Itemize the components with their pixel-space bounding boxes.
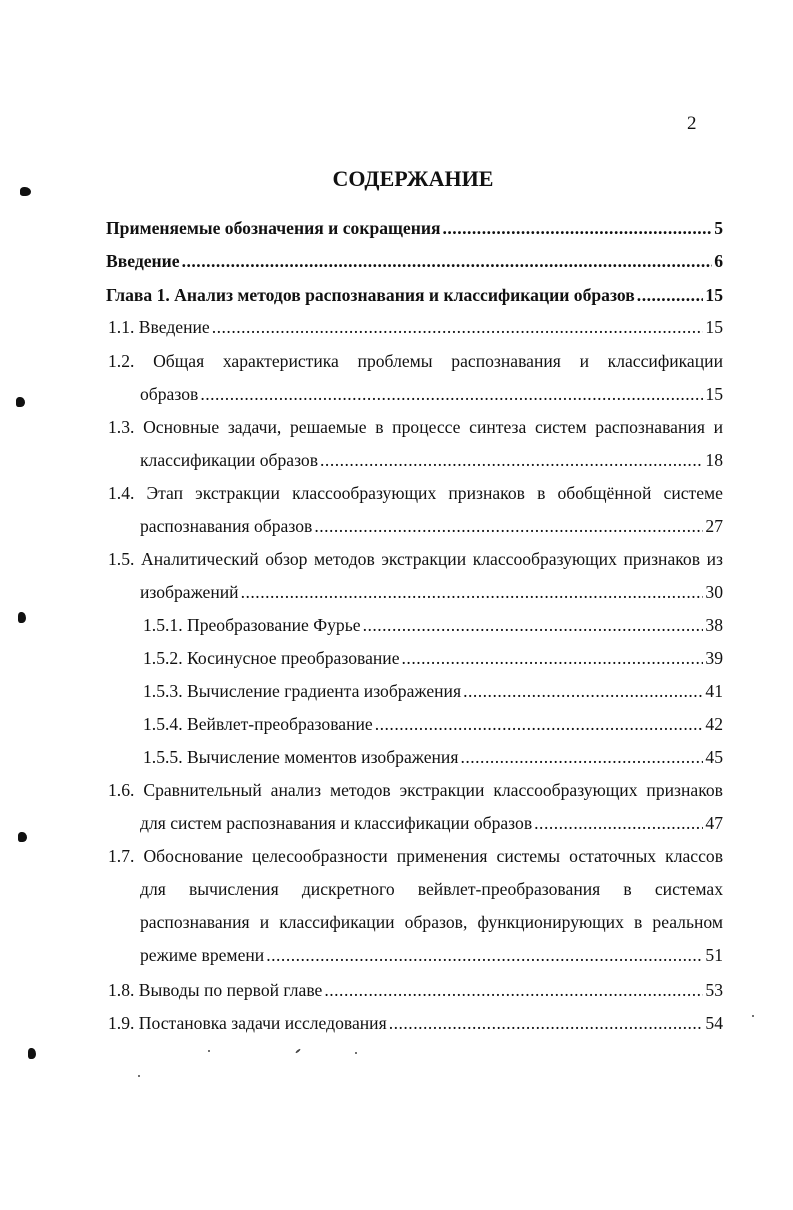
toc-entry-chapter-1: Глава 1. Анализ методов распознавания и классификации образов ..... 15 xyxy=(106,284,723,306)
toc-entry-1-9: 1.9. Постановка задачи исследования ..... 54 xyxy=(108,1012,723,1034)
scan-speck xyxy=(208,1050,210,1052)
scan-mark xyxy=(20,187,31,196)
scan-mark xyxy=(28,1048,36,1059)
page-number: 2 xyxy=(687,113,697,134)
scan-speck xyxy=(138,1075,140,1077)
scan-speck xyxy=(752,1015,754,1017)
scan-speck xyxy=(295,1048,301,1053)
toc-entry-1-5-2: 1.5.2. Косинусное преобразование ..... 39 xyxy=(143,647,723,669)
toc-entry-introduction: Введение ..... 6 xyxy=(106,250,723,272)
scan-mark xyxy=(18,612,26,623)
scan-speck xyxy=(355,1052,357,1054)
scan-mark xyxy=(18,832,27,842)
toc-entry-1-5-1: 1.5.1. Преобразование Фурье ..... 38 xyxy=(143,614,723,636)
toc-entry-1-1: 1.1. Введение ..... 15 xyxy=(108,316,723,338)
scan-mark xyxy=(16,397,25,407)
toc-entry-1-5-5: 1.5.5. Вычисление моментов изображения ..... 45 xyxy=(143,746,723,768)
toc-entry-abbreviations: Применяемые обозначения и сокращения ..... 5 xyxy=(106,217,723,239)
toc-entry-1-5-3: 1.5.3. Вычисление градиента изображения ..... 41 xyxy=(143,680,723,702)
toc-entry-1-5-4: 1.5.4. Вейвлет-преобразование ..... 42 xyxy=(143,713,723,735)
toc-entry-1-8: 1.8. Выводы по первой главе ..... 53 xyxy=(108,979,723,1001)
page-title: СОДЕРЖАНИЕ xyxy=(332,166,494,191)
